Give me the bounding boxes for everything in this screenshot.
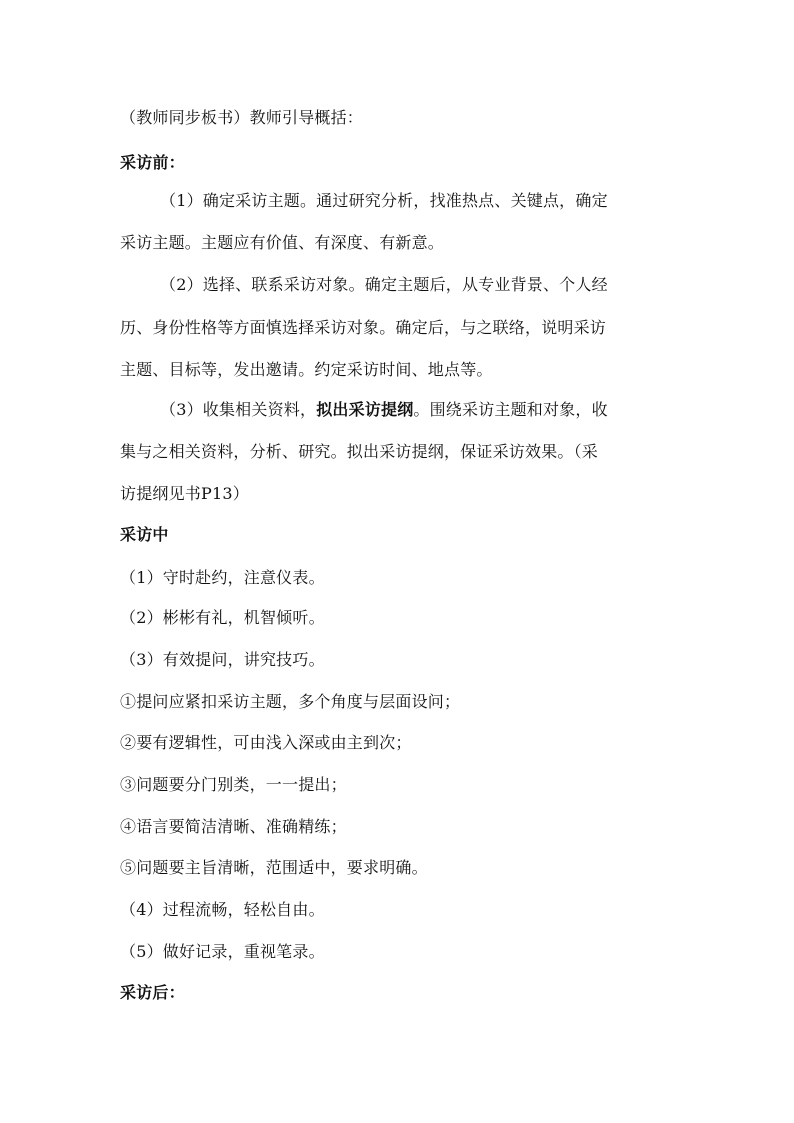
paragraph-3-line-1 (160, 400, 680, 420)
paragraph-2-line-3: 主题、目标等，发出邀请。约定采访时间、地点等。 (120, 360, 493, 379)
list-item: （2）彬彬有礼，机智倾听。 (120, 608, 325, 627)
list-item: ④语言要简洁清晰、准确精练； (120, 817, 347, 836)
paragraph-3-text-b: 。围绕采访主题和对象，收 (413, 400, 608, 419)
list-item: ②要有逻辑性，可由浅入深或由主到次； (120, 733, 412, 752)
paragraph-3-line-2: 集与之相关资料，分析、研究。拟出采访提纲，保证采访效果。（采 (120, 442, 599, 461)
list-item: （3）有效提问，讲究技巧。 (120, 650, 325, 669)
paragraph-1-line-1: （1）确定采访主题。通过研究分析，找准热点、关键点，确定 (160, 191, 608, 210)
list-item: ①提问应紧扣采访主题，多个角度与层面设问； (120, 692, 461, 711)
list-item: ⑤问题要主旨清晰，范围适中，要求明确。 (120, 858, 428, 877)
paragraph-2-line-2: 历、身份性格等方面慎选择采访对象。确定后，与之联络，说明采访 (120, 318, 607, 337)
list-item: （4）过程流畅，轻松自由。 (120, 900, 325, 919)
paragraph-1-line-2: 采访主题。主题应有价值、有深度、有新意。 (120, 233, 445, 252)
heading-after-interview: 采访后： (120, 983, 185, 1002)
paragraph-3-bold-text: 拟出采访提纲 (316, 400, 414, 419)
list-item: （5）做好记录，重视笔录。 (120, 942, 325, 961)
paragraph-3-text-a: （3）收集相关资料， (160, 400, 317, 419)
paragraph-3-line-3: 访提纲见书P13） (120, 484, 249, 503)
list-item: （1）守时赴约，注意仪表。 (120, 568, 325, 587)
paragraph-2-line-1: （2）选择、联系采访对象。确定主题后，从专业背景、个人经 (160, 275, 608, 294)
list-item: ③问题要分门别类，一一提出； (120, 775, 347, 794)
intro-text: （教师同步板书）教师引导概括： (120, 108, 364, 127)
heading-before-interview: 采访前： (120, 153, 185, 172)
heading-during-interview: 采访中 (120, 525, 169, 544)
